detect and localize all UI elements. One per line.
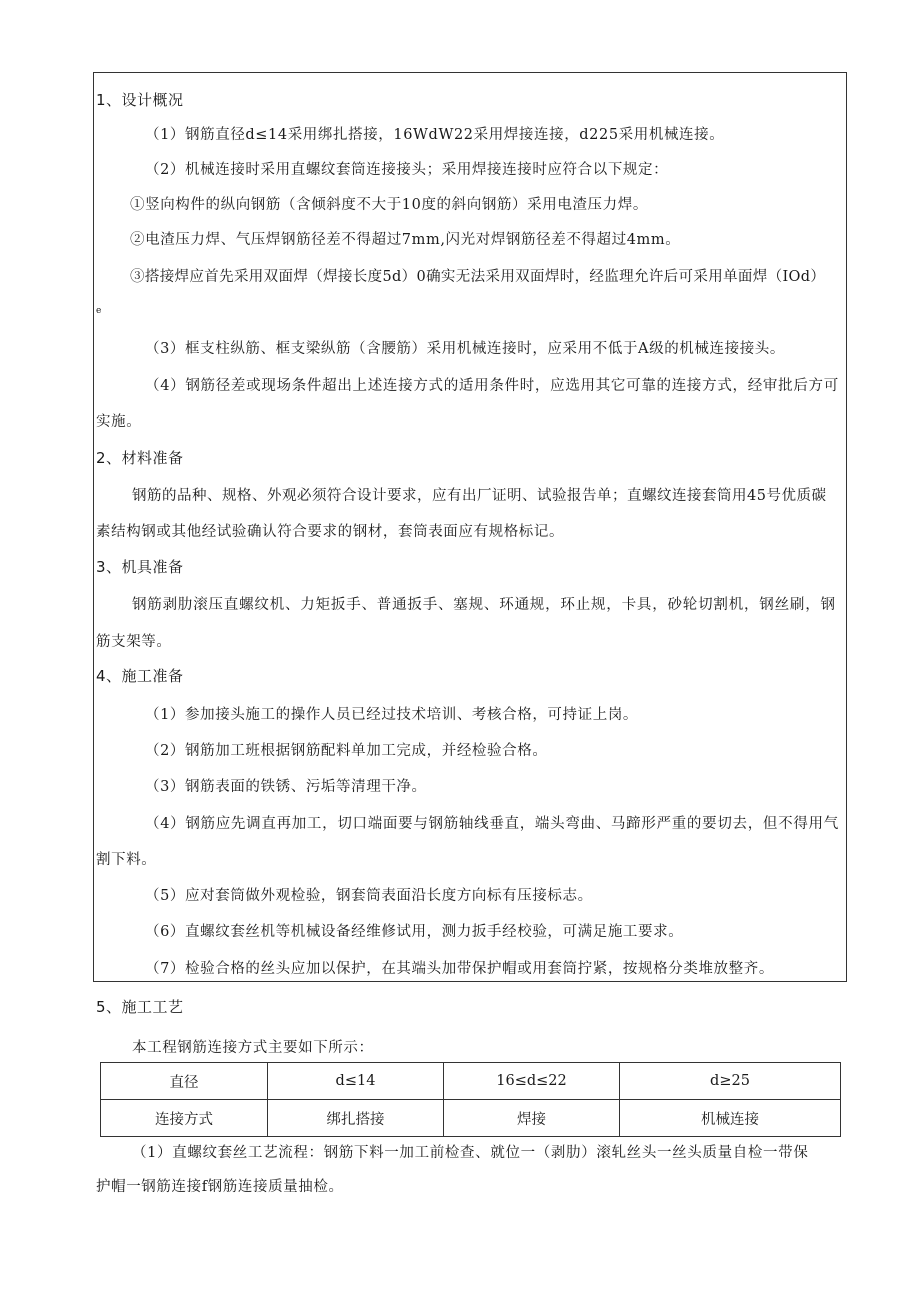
table-row-diameter — [101, 1063, 841, 1100]
s4-item-2: （2）钢筋加工班根据钢筋配料单加工完成，并经检验合格。 — [145, 743, 548, 759]
s4-item-4: （4）钢筋应先调直再加工，切口端面要与钢筋轴线垂直，端头弯曲、马蹄形严重的要切去，但不得用气 — [145, 816, 839, 832]
s1-item-2: ②电渣压力焊、气压焊钢筋径差不得超过7mm,闪光对焊钢筋径差不得超过4mm。 — [130, 232, 681, 248]
table-cell: 16≤d≤22 — [444, 1063, 620, 1100]
s1-paragraph-4-cont: 实施。 — [96, 414, 142, 430]
table-cell: 连接方式 — [101, 1100, 268, 1137]
s5-paragraph-1: （1）直螺纹套丝工艺流程：钢筋下料一加工前检查、就位一（剥肋）滚轧丝头一丝头质量自检一带保 — [132, 1145, 809, 1161]
table-cell: 机械连接 — [620, 1100, 841, 1137]
section-4-heading: 4、施工准备 — [96, 667, 184, 685]
s2-paragraph-1: 钢筋的品种、规格、外观必须符合设计要求，应有出厂证明、试验报告单；直螺纹连接套筒用45号优质碳 — [132, 488, 827, 504]
section-2-heading: 2、材料准备 — [96, 449, 184, 467]
table-cell: 绑扎搭接 — [268, 1100, 444, 1137]
s4-item-5: （5）应对套筒做外观检验，钢套筒表面沿长度方向标有压接标志。 — [145, 888, 593, 904]
s1-item-3: ③搭接焊应首先采用双面焊（焊接长度5d）0确实无法采用双面焊时，经监理允许后可采用单面焊（IOd） — [130, 269, 826, 285]
s5-intro: 本工程钢筋连接方式主要如下所示： — [132, 1040, 374, 1056]
connection-method-table — [100, 1062, 841, 1137]
s1-paragraph-2: （2）机械连接时采用直螺纹套筒连接接头；采用焊接连接时应符合以下规定： — [145, 162, 669, 178]
s1-item-3-tail: e — [96, 306, 102, 316]
table-cell: 直径 — [101, 1063, 268, 1100]
section-3-heading: 3、机具准备 — [96, 558, 184, 576]
s3-paragraph-1: 钢筋剥肋滚压直螺纹机、力矩扳手、普通扳手、塞规、环通规，环止规，卡具，砂轮切割机，钢丝刷，钢 — [132, 597, 836, 613]
s4-item-3: （3）钢筋表面的铁锈、污垢等清理干净。 — [145, 779, 427, 795]
table-cell: 焊接 — [444, 1100, 620, 1137]
s4-item-1: （1）参加接头施工的操作人员已经过技术培训、考核合格，可持证上岗。 — [145, 707, 639, 723]
s1-paragraph-1: （1）钢筋直径d≤14采用绑扎搭接，16WdW22采用焊接连接，d225采用机械连接。 — [145, 127, 725, 143]
table-row-method — [101, 1100, 841, 1137]
section-5-heading: 5、施工工艺 — [96, 998, 184, 1016]
table-cell: d≤14 — [268, 1063, 444, 1100]
s3-paragraph-1-cont: 筋支架等。 — [96, 634, 172, 650]
s1-paragraph-3: （3）框支柱纵筋、框支梁纵筋（含腰筋）采用机械连接时，应采用不低于A级的机械连接接头。 — [145, 341, 785, 357]
s4-item-4-cont: 割下料。 — [96, 852, 157, 868]
s5-paragraph-1-cont: 护帽一钢筋连接f钢筋连接质量抽检。 — [96, 1179, 344, 1195]
s4-item-7: （7）检验合格的丝头应加以保护，在其端头加带保护帽或用套筒拧紧，按规格分类堆放整齐。 — [145, 961, 774, 977]
s4-item-6: （6）直螺纹套丝机等机械设备经维修试用，测力扳手经校验，可满足施工要求。 — [145, 924, 684, 940]
s2-paragraph-1-cont: 素结构钢或其他经试验确认符合要求的钢材，套筒表面应有规格标记。 — [96, 524, 565, 540]
section-1-heading: 1、设计概况 — [96, 91, 184, 109]
table-cell: d≥25 — [620, 1063, 841, 1100]
s1-paragraph-4: （4）钢筋径差或现场条件超出上述连接方式的适用条件时，应选用其它可靠的连接方式，经审批后方可 — [145, 378, 839, 394]
s1-item-1: ①竖向构件的纵向钢筋（含倾斜度不大于10度的斜向钢筋）采用电渣压力焊。 — [130, 197, 648, 213]
